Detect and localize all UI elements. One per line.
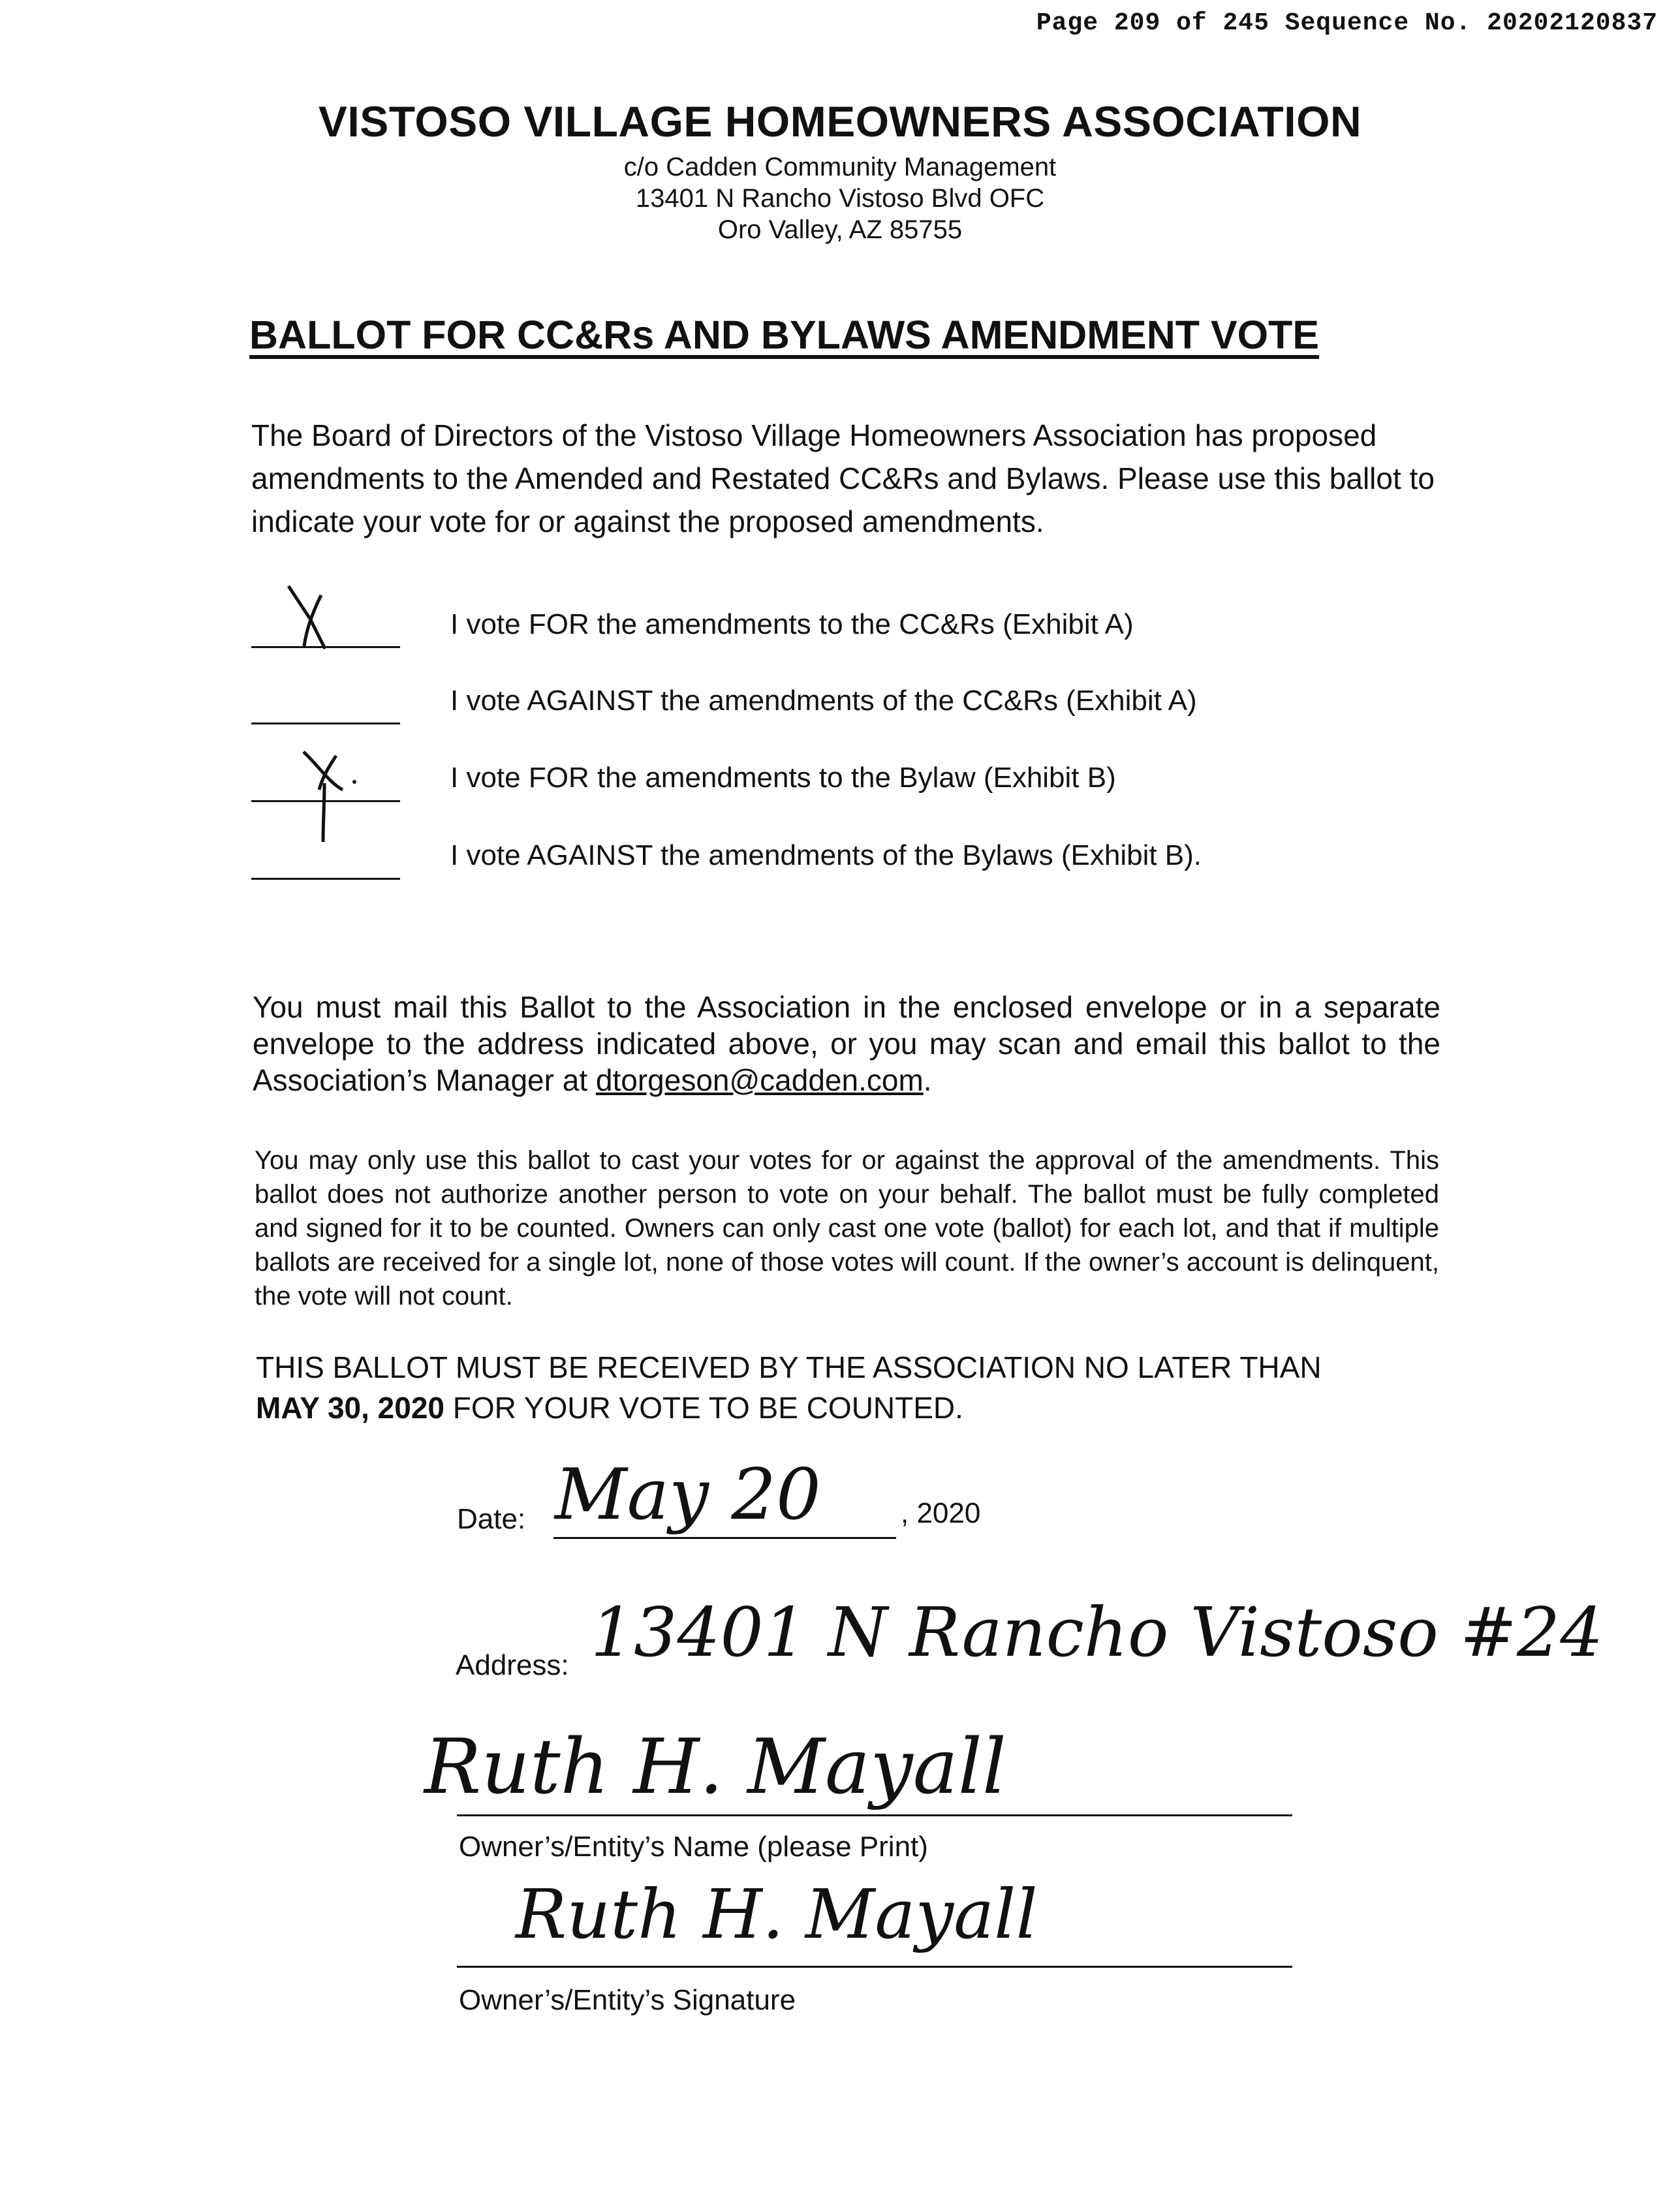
owner-signature-line — [457, 1966, 1292, 1968]
date-handwritten[interactable]: May 20 — [555, 1454, 821, 1536]
care-of-line: c/o Cadden Community Management — [623, 153, 1057, 181]
mail-instructions — [253, 989, 1440, 1098]
vote-line-for-ccrs[interactable] — [251, 646, 400, 648]
owner-name-line — [457, 1814, 1292, 1816]
address-handwritten[interactable]: 13401 N Rancho Vistoso #24 — [591, 1592, 1604, 1672]
checkmark-x-mark — [277, 744, 369, 848]
city-state-zip: Oro Valley, AZ 85755 — [717, 215, 963, 244]
deadline-date: MAY 30, 2020 — [256, 1391, 445, 1425]
owner-name-handwritten[interactable]: Ruth H. Mayall — [424, 1723, 1006, 1811]
address-label: Address: — [456, 1649, 569, 1681]
owner-name-label: Owner’s/Entity’s Name (please Print) — [459, 1831, 928, 1863]
checkmark-x-mark — [274, 581, 366, 653]
association-name: VISTOSO VILLAGE HOMEOWNERS ASSOCIATION — [318, 97, 1362, 146]
street-address: 13401 N Rancho Vistoso Blvd OFC — [635, 184, 1045, 213]
owner-signature-label: Owner’s/Entity’s Signature — [459, 1984, 796, 2016]
page-sequence-stamp: Page 209 of 245 Sequence No. 20202120837 — [1036, 9, 1658, 37]
vote-label-for-ccrs: I vote FOR the amendments to the CC&Rs (Exhibit A) — [450, 608, 1134, 640]
deadline-text-1: THIS BALLOT MUST BE RECEIVED BY THE ASSOCIATION NO LATER THAN — [256, 1350, 1322, 1384]
mail-instructions-text: You must mail this Ballot to the Association in the enclosed envelope or in a separate envelope to the address indicated above, or you may scan and email this ballot to the Association’s Manager at — [253, 990, 1440, 1097]
vote-label-against-bylaws: I vote AGAINST the amendments of the Bylaws (Exhibit B). — [450, 839, 1202, 871]
owner-signature-handwritten[interactable]: Ruth H. Mayall — [516, 1874, 1038, 1954]
vote-label-for-bylaws: I vote FOR the amendments to the Bylaw (Exhibit B) — [450, 762, 1116, 794]
deadline-notice — [256, 1347, 1444, 1428]
ballot-rules: You may only use this ballot to cast your votes for or against the approval of the amendments. This ballot does not authorize another person to vote on your behalf. The ballot must be fully completed and signed for it to be counted. Owners can only cast one vote (ballot) for each lot, and that if multiple ballots are received for a single lot, none of those votes will count. If the owner’s account is delinquent, the vote will not count. — [255, 1146, 1439, 1311]
vote-line-against-ccrs[interactable] — [251, 722, 400, 724]
date-year: , 2020 — [901, 1497, 981, 1529]
mail-instructions-end: . — [923, 1063, 932, 1097]
vote-line-against-bylaws[interactable] — [251, 878, 400, 880]
vote-label-against-ccrs: I vote AGAINST the amendments of the CC&Rs (Exhibit A) — [450, 685, 1197, 717]
date-underline — [553, 1537, 896, 1539]
deadline-text-2: FOR YOUR VOTE TO BE COUNTED. — [444, 1391, 963, 1425]
ballot-title: BALLOT FOR CC&Rs AND BYLAWS AMENDMENT VOTE — [249, 313, 1320, 357]
date-label: Date: — [457, 1503, 526, 1535]
intro-paragraph: The Board of Directors of the Vistoso Village Homeowners Association has proposed amendments to the Amended and Restated CC&Rs and Bylaws. Please use this ballot to indicate your vote for or against the proposed amendments. — [251, 418, 1435, 538]
manager-email-link[interactable]: dtorgeson@cadden.com — [595, 1063, 924, 1097]
vote-line-for-bylaws[interactable] — [251, 800, 400, 802]
